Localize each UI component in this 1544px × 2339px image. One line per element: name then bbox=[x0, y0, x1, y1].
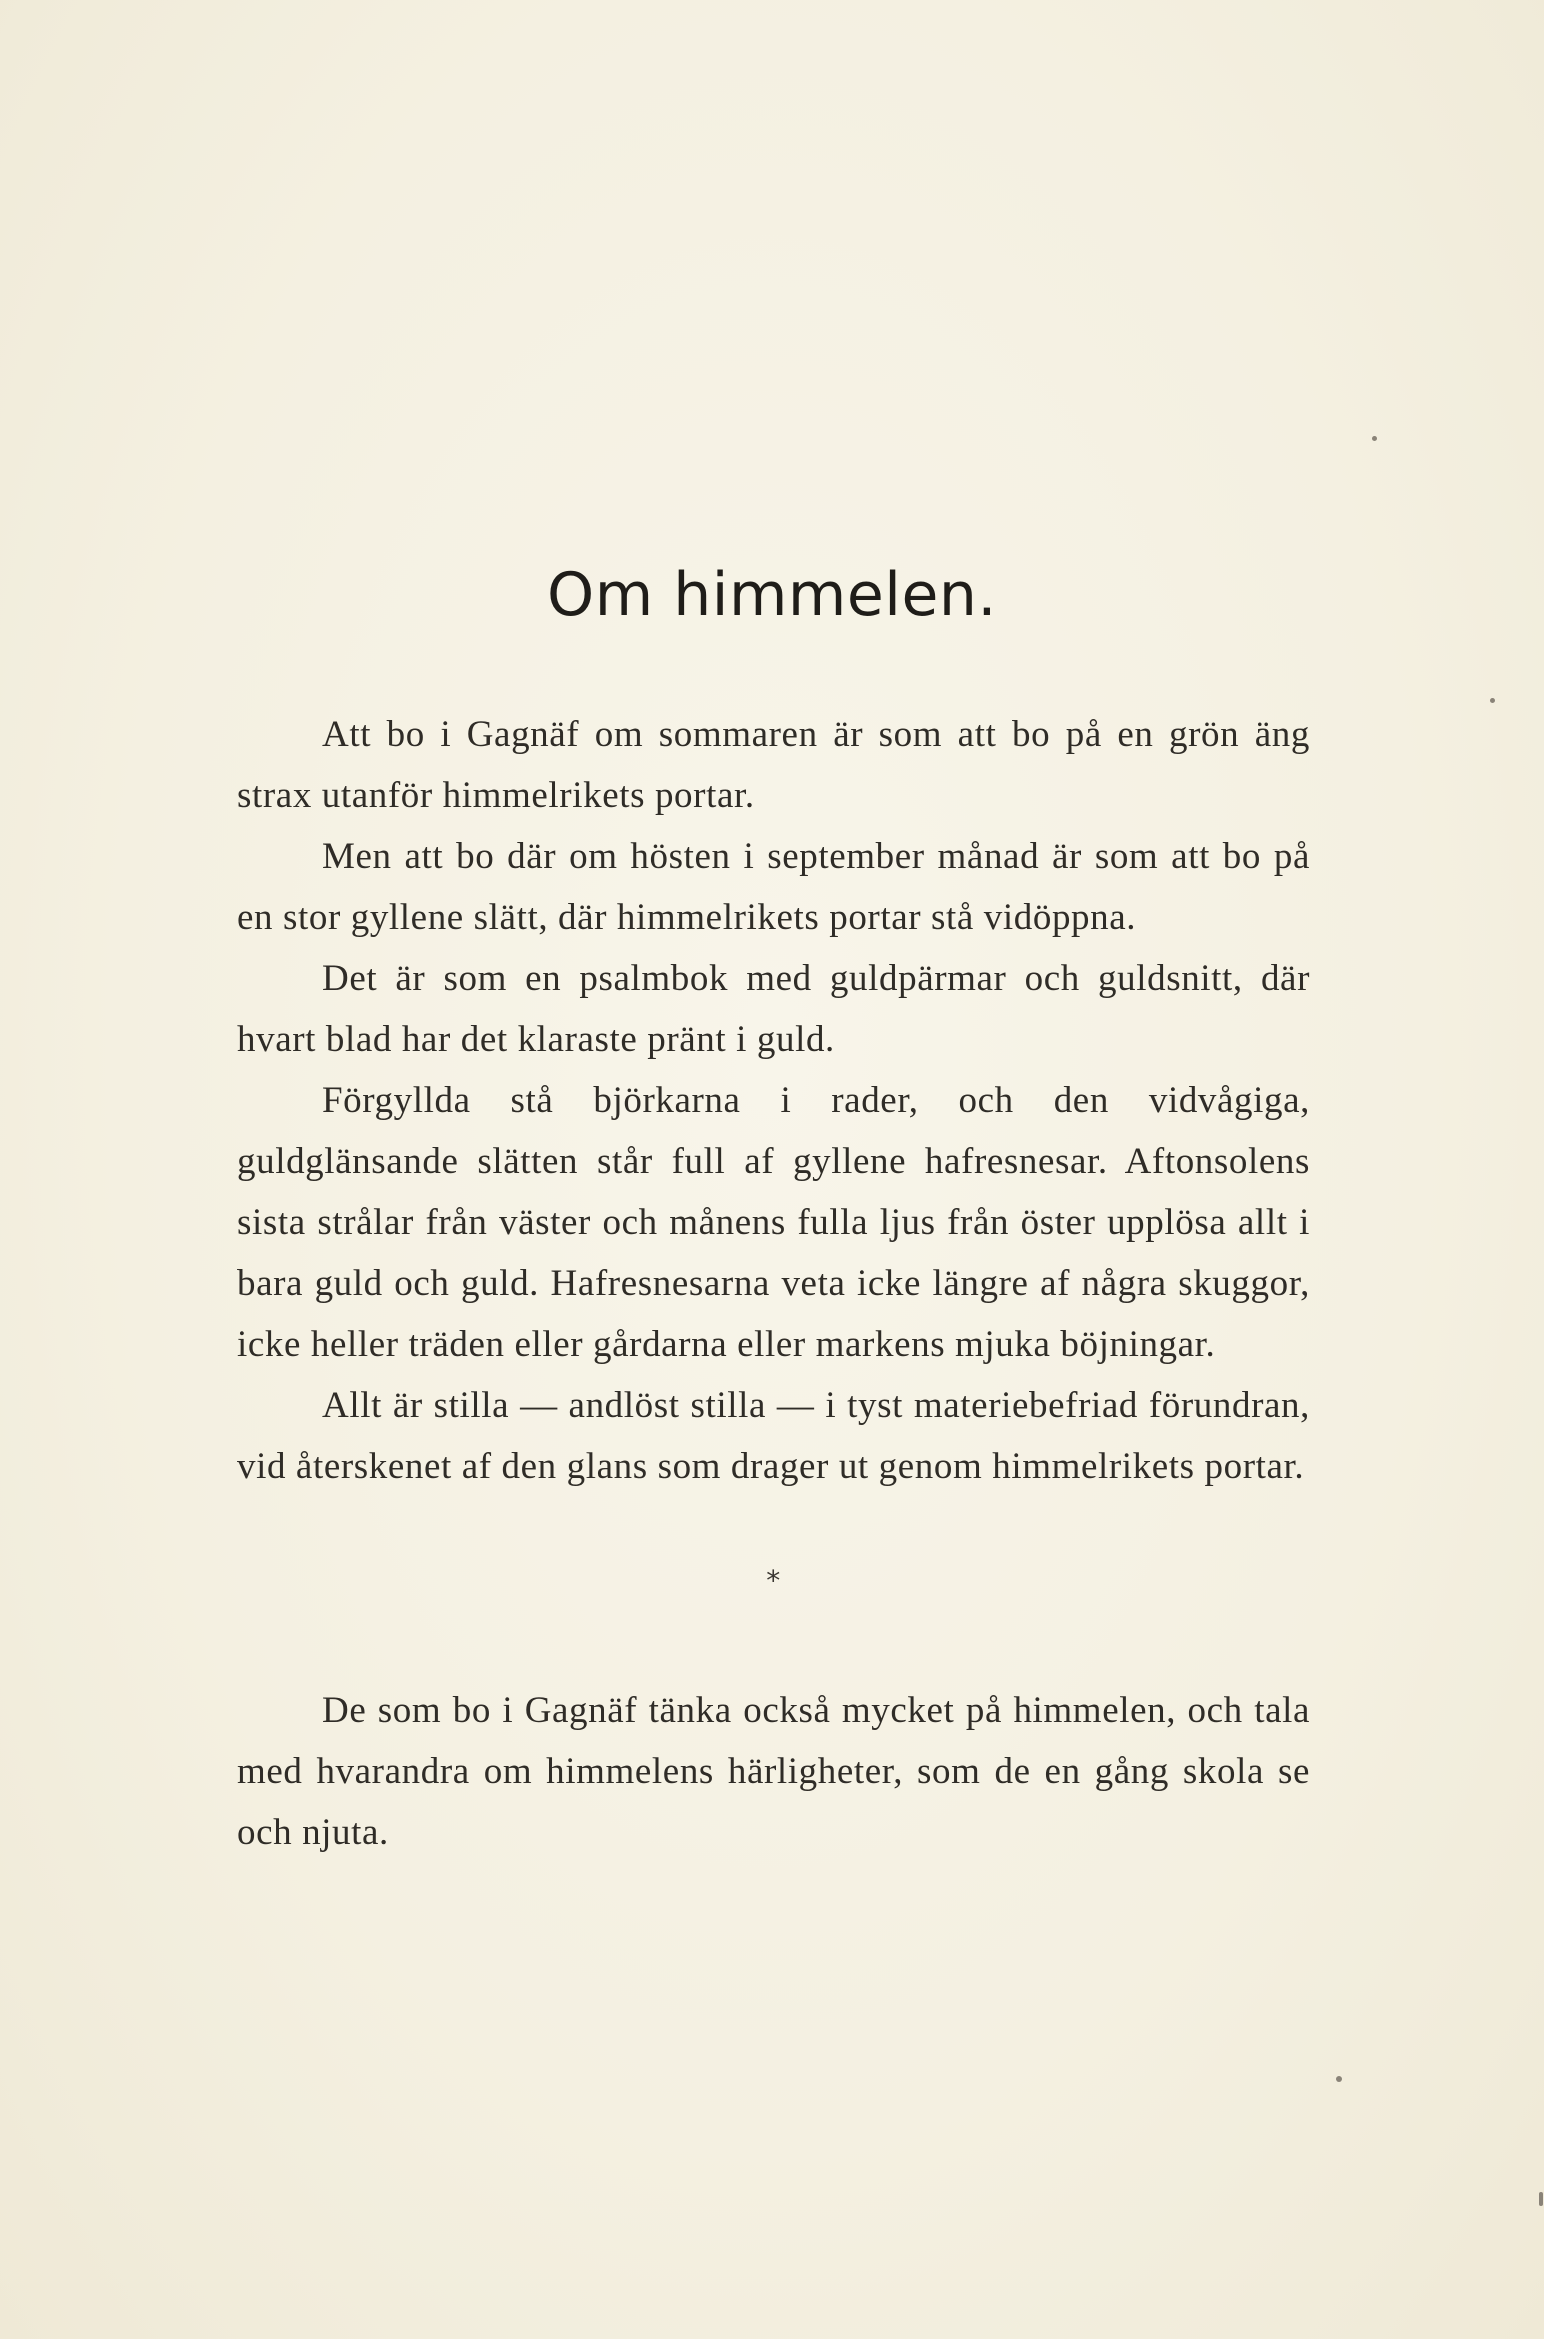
paper-speck bbox=[1490, 698, 1495, 703]
paragraph: Att bo i Gagnäf om sommaren är som att bo på en grön äng strax utanför himmelrikets portar. bbox=[237, 714, 1310, 816]
paragraph: De som bo i Gagnäf tänka också mycket på himmelen, och tala med hvarandra om himmelens härligheter, som de en gång skola se och njuta. bbox=[237, 1690, 1310, 1853]
chapter-body bbox=[237, 704, 1310, 1863]
chapter-title: Om himmelen. bbox=[547, 560, 997, 630]
paper-speck bbox=[1372, 436, 1377, 441]
paragraph: Det är som en psalmbok med guldpärmar och guldsnitt, där hvart blad har det klaraste pränt i guld. bbox=[237, 958, 1310, 1060]
paragraph: Allt är stilla — andlöst stilla — i tyst materiebefriad förundran, vid återskenet af den glans som drager ut genom himmelrikets portar. bbox=[237, 1385, 1310, 1487]
paragraph: Förgyllda stå björkarna i rader, och den vidvågiga, guldglänsande slätten står full af gyllene hafresnesar. Aftonsolens sista strålar från väster och månens fulla ljus från öster upplösa allt i bara guld och guld. Hafresnesarna veta icke längre af några skuggor, icke heller träden eller gårdarna eller markens mjuka böjningar. bbox=[237, 1080, 1310, 1365]
section-separator: * bbox=[766, 1564, 781, 1597]
paragraph: Men att bo där om hösten i september månad är som att bo på en stor gyllene slätt, där himmelrikets portar stå vidöppna. bbox=[237, 836, 1310, 938]
paper-speck bbox=[1539, 2192, 1543, 2206]
paper-speck bbox=[1336, 2076, 1342, 2082]
